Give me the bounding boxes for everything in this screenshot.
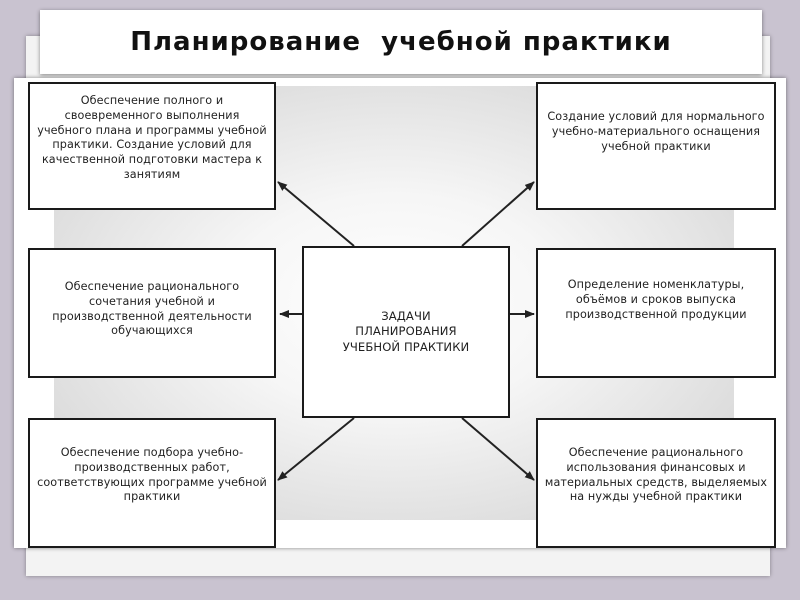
task-box-bottom-left: Обеспечение подбора учебно-производственных работ, соответствующих программе учебной практики xyxy=(28,418,276,548)
arrow-to-bottom-left xyxy=(278,418,354,480)
arrow-to-top-right xyxy=(462,182,534,246)
arrow-to-bottom-right xyxy=(462,418,534,480)
task-box-bottom-right: Обеспечение рационального использования финансовых и материальных средств, выделяемых на нужды учебной практики xyxy=(536,418,776,548)
task-box-middle-left: Обеспечение рационального сочетания учебной и производственной деятельности обучающихся xyxy=(28,248,276,378)
task-box-top-right: Создание условий для нормального учебно-материального оснащения учебной практики xyxy=(536,82,776,210)
diagram-panel xyxy=(14,78,786,548)
task-box-top-left: Обеспечение полного и своевременного выполнения учебного плана и программы учебной практики. Создание условий для качественной подготовки мастера к занятиям xyxy=(28,82,276,210)
task-box-middle-right: Определение номенклатуры, объёмов и сроков выпуска производственной продукции xyxy=(536,248,776,378)
center-label: ЗАДАЧИ ПЛАНИРОВАНИЯ УЧЕБНОЙ ПРАКТИКИ xyxy=(342,309,470,354)
center-box xyxy=(302,246,510,418)
arrow-to-top-left xyxy=(278,182,354,246)
slide-title: Планирование учебной практики xyxy=(130,27,672,57)
